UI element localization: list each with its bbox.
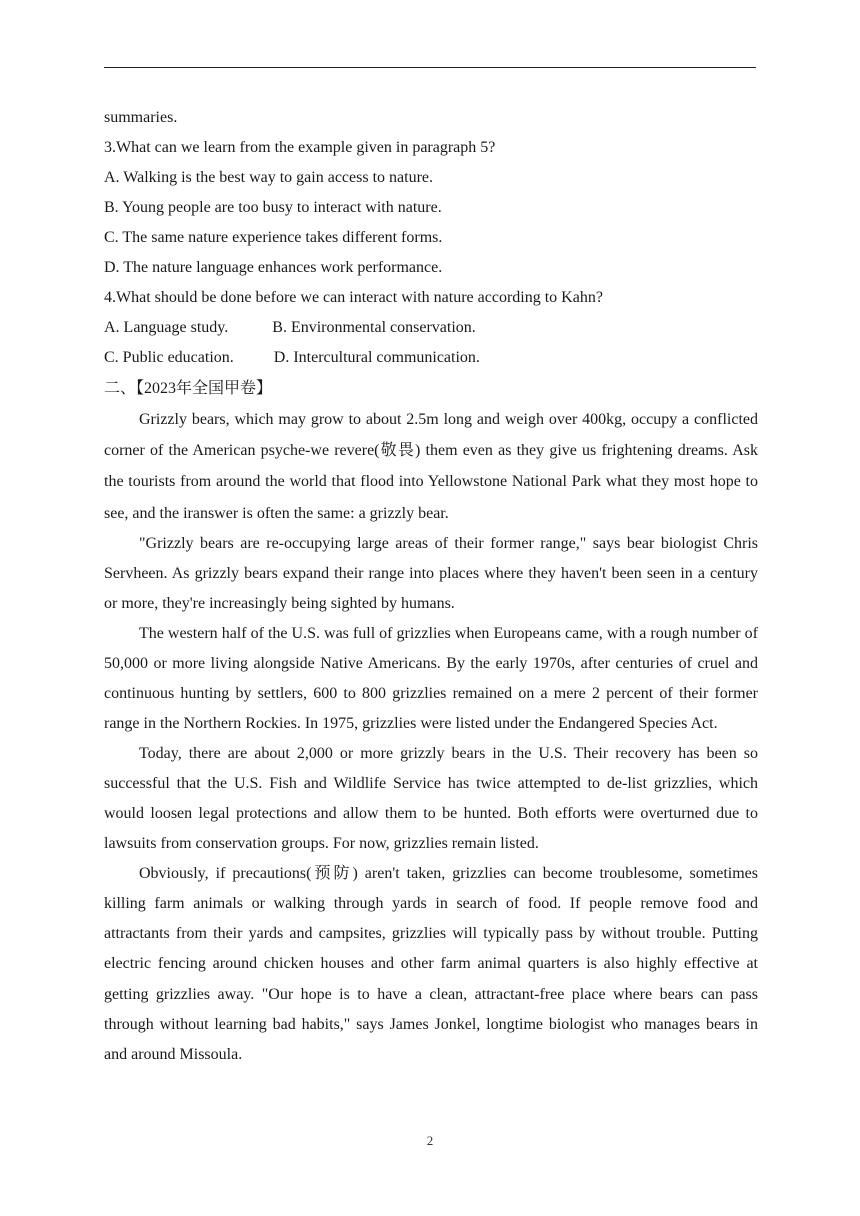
q4-option-d: D. Intercultural communication. xyxy=(273,349,480,366)
paragraph-3: The western half of the U.S. was full of grizzlies when Europeans came, with a rough number of 50,000 or more living alongside Native Americans. By the early 1970s, after centuries of cruel and continuous hunting by settlers, 600 to 800 grizzlies remained on a mere 2 percent of their former range in the Northern Rockies. In 1975, grizzlies were listed under the Endangered Species Act. xyxy=(104,624,758,732)
q4-options-row-2 xyxy=(104,343,758,373)
paragraph-1: Grizzly bears, which may grow to about 2.5m long and weigh over 400kg, occupy a conflicted corner of the American psyche-we revere(敬畏) them even as they give us frightening dreams. Ask the tourists from around the world that flood into Yellowstone National Park what they most hope to see, and the iranswer is often the same: a grizzly bear. xyxy=(104,411,758,522)
option-c: C. The same nature experience takes different forms. xyxy=(104,229,443,246)
option-a: A. Walking is the best way to gain access to nature. xyxy=(104,169,433,186)
question-3: 3.What can we learn from the example given in paragraph 5? xyxy=(104,139,496,156)
question-4: 4.What should be done before we can interact with nature according to Kahn? xyxy=(104,289,603,306)
page-number: 2 xyxy=(426,1133,434,1148)
page-content xyxy=(104,103,758,1070)
text-line: summaries. xyxy=(104,109,178,126)
q4-options-row-1 xyxy=(104,313,758,343)
paragraph-5: Obviously, if precautions(预防) aren't taken, grizzlies can become troublesome, sometimes killing farm animals or walking through yards in search of food. If people remove food and attractants from their yards and campsites, grizzlies will typically pass by without trouble. Putting electric fencing around chicken houses and other farm animal quarters is also highly effective at getting grizzlies away. "Our hope is to have a clean, attractant-free place where bears can pass through without learning bad habits," says James Jonkel, longtime biologist who manages bears in and around Missoula. xyxy=(104,864,758,1064)
section-heading: 二、【2023年全国甲卷】 xyxy=(104,380,273,397)
q4-option-c: C. Public education. xyxy=(104,349,234,366)
paragraph-4: Today, there are about 2,000 or more grizzly bears in the U.S. Their recovery has been so successful that the U.S. Fish and Wildlife Service has twice attempted to de-list grizzlies, which would loosen legal protections and allow them to be hunted. Both efforts were overturned due to lawsuits from conservation groups. For now, grizzlies remain listed. xyxy=(104,744,758,852)
option-b: B. Young people are too busy to interact with nature. xyxy=(104,199,442,216)
q4-option-a: A. Language study. xyxy=(104,319,229,336)
option-d: D. The nature language enhances work performance. xyxy=(104,259,443,276)
header-rule xyxy=(104,67,756,68)
paragraph-2: "Grizzly bears are re-occupying large areas of their former range," says bear biologist Chris Servheen. As grizzly bears expand their range into places where they haven't been seen in a century or more, they're increasingly being sighted by humans. xyxy=(104,534,758,612)
q4-option-b: B. Environmental conservation. xyxy=(272,319,476,336)
